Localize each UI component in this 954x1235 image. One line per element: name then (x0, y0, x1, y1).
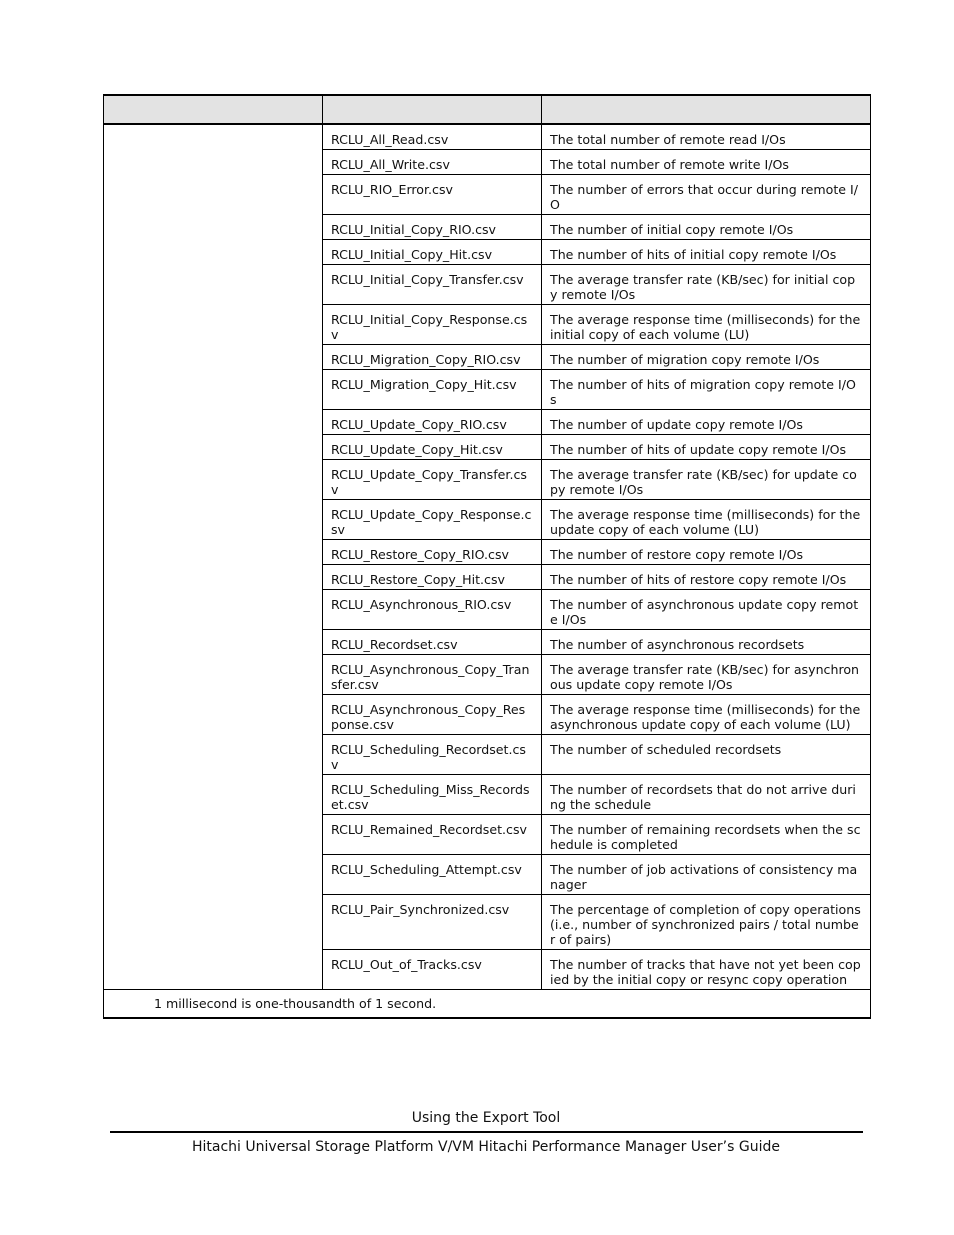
description-cell: The number of asynchronous recordsets (542, 630, 871, 655)
table-header (104, 95, 871, 124)
description-cell: The number of hits of update copy remote I/Os (542, 435, 871, 460)
description-cell: The number of job activations of consistency manager (542, 855, 871, 895)
description-cell: The total number of remote write I/Os (542, 150, 871, 175)
file-name-cell: RCLU_Initial_Copy_Hit.csv (323, 240, 542, 265)
file-name-cell: RCLU_Update_Copy_Transfer.csv (323, 460, 542, 500)
file-name-cell: RCLU_Update_Copy_Hit.csv (323, 435, 542, 460)
table-body (104, 124, 871, 990)
header-cell-group (104, 95, 323, 124)
description-cell: The number of asynchronous update copy remote I/Os (542, 590, 871, 630)
file-name-cell: RCLU_Update_Copy_RIO.csv (323, 410, 542, 435)
description-cell: The number of initial copy remote I/Os (542, 215, 871, 240)
description-cell: The average transfer rate (KB/sec) for initial copy remote I/Os (542, 265, 871, 305)
footer-divider (110, 1131, 863, 1133)
group-cell (104, 124, 323, 990)
file-name-cell: RCLU_Recordset.csv (323, 630, 542, 655)
file-name-cell: RCLU_Asynchronous_RIO.csv (323, 590, 542, 630)
description-cell: The average response time (milliseconds) for the initial copy of each volume (LU) (542, 305, 871, 345)
description-cell: The average transfer rate (KB/sec) for update copy remote I/Os (542, 460, 871, 500)
file-name-cell: RCLU_Remained_Recordset.csv (323, 815, 542, 855)
description-cell: The number of remaining recordsets when the schedule is completed (542, 815, 871, 855)
description-cell: The number of update copy remote I/Os (542, 410, 871, 435)
file-name-cell: RCLU_Initial_Copy_Response.csv (323, 305, 542, 345)
file-name-cell: RCLU_Migration_Copy_Hit.csv (323, 370, 542, 410)
description-cell: The total number of remote read I/Os (542, 124, 871, 150)
footer-guide-title: Hitachi Universal Storage Platform V/VM Hitachi Performance Manager User’s Guide (192, 1139, 780, 1155)
description-cell: The number of restore copy remote I/Os (542, 540, 871, 565)
description-cell: The number of hits of restore copy remote I/Os (542, 565, 871, 590)
file-name-cell: RCLU_Initial_Copy_Transfer.csv (323, 265, 542, 305)
export-files-table (103, 94, 871, 1019)
description-cell: The number of hits of migration copy remote I/Os (542, 370, 871, 410)
header-row (104, 95, 871, 124)
footer-chapter-title: Using the Export Tool (411, 1110, 561, 1126)
file-name-cell: RCLU_Pair_Synchronized.csv (323, 895, 542, 950)
description-cell: The average transfer rate (KB/sec) for asynchronous update copy remote I/Os (542, 655, 871, 695)
file-name-cell: RCLU_Scheduling_Miss_Recordset.csv (323, 775, 542, 815)
table-row (104, 124, 871, 150)
file-name-cell: RCLU_Restore_Copy_RIO.csv (323, 540, 542, 565)
header-cell-file (323, 95, 542, 124)
description-cell: The number of recordsets that do not arrive during the schedule (542, 775, 871, 815)
file-name-cell: RCLU_Initial_Copy_RIO.csv (323, 215, 542, 240)
file-name-cell: RCLU_Update_Copy_Response.csv (323, 500, 542, 540)
file-name-cell: RCLU_RIO_Error.csv (323, 175, 542, 215)
description-cell: The number of scheduled recordsets (542, 735, 871, 775)
description-cell: The average response time (milliseconds) for the update copy of each volume (LU) (542, 500, 871, 540)
footnote-row (104, 990, 871, 1019)
description-cell: The number of hits of initial copy remote I/Os (542, 240, 871, 265)
description-cell: The number of migration copy remote I/Os (542, 345, 871, 370)
description-cell: The percentage of completion of copy operations (i.e., number of synchronized pairs / total number of pairs) (542, 895, 871, 950)
footnote: 1 millisecond is one-thousandth of 1 second. (104, 990, 871, 1019)
file-name-cell: RCLU_All_Write.csv (323, 150, 542, 175)
file-name-cell: RCLU_Asynchronous_Copy_Response.csv (323, 695, 542, 735)
file-name-cell: RCLU_Asynchronous_Copy_Transfer.csv (323, 655, 542, 695)
description-cell: The average response time (milliseconds) for the asynchronous update copy of each volume (LU) (542, 695, 871, 735)
export-files-table-container (103, 94, 870, 1019)
description-cell: The number of errors that occur during remote I/O (542, 175, 871, 215)
file-name-cell: RCLU_Restore_Copy_Hit.csv (323, 565, 542, 590)
description-cell: The number of tracks that have not yet been copied by the initial copy or resync copy operation (542, 950, 871, 990)
header-cell-description (542, 95, 871, 124)
file-name-cell: RCLU_Out_of_Tracks.csv (323, 950, 542, 990)
file-name-cell: RCLU_All_Read.csv (323, 124, 542, 150)
file-name-cell: RCLU_Migration_Copy_RIO.csv (323, 345, 542, 370)
file-name-cell: RCLU_Scheduling_Attempt.csv (323, 855, 542, 895)
file-name-cell: RCLU_Scheduling_Recordset.csv (323, 735, 542, 775)
